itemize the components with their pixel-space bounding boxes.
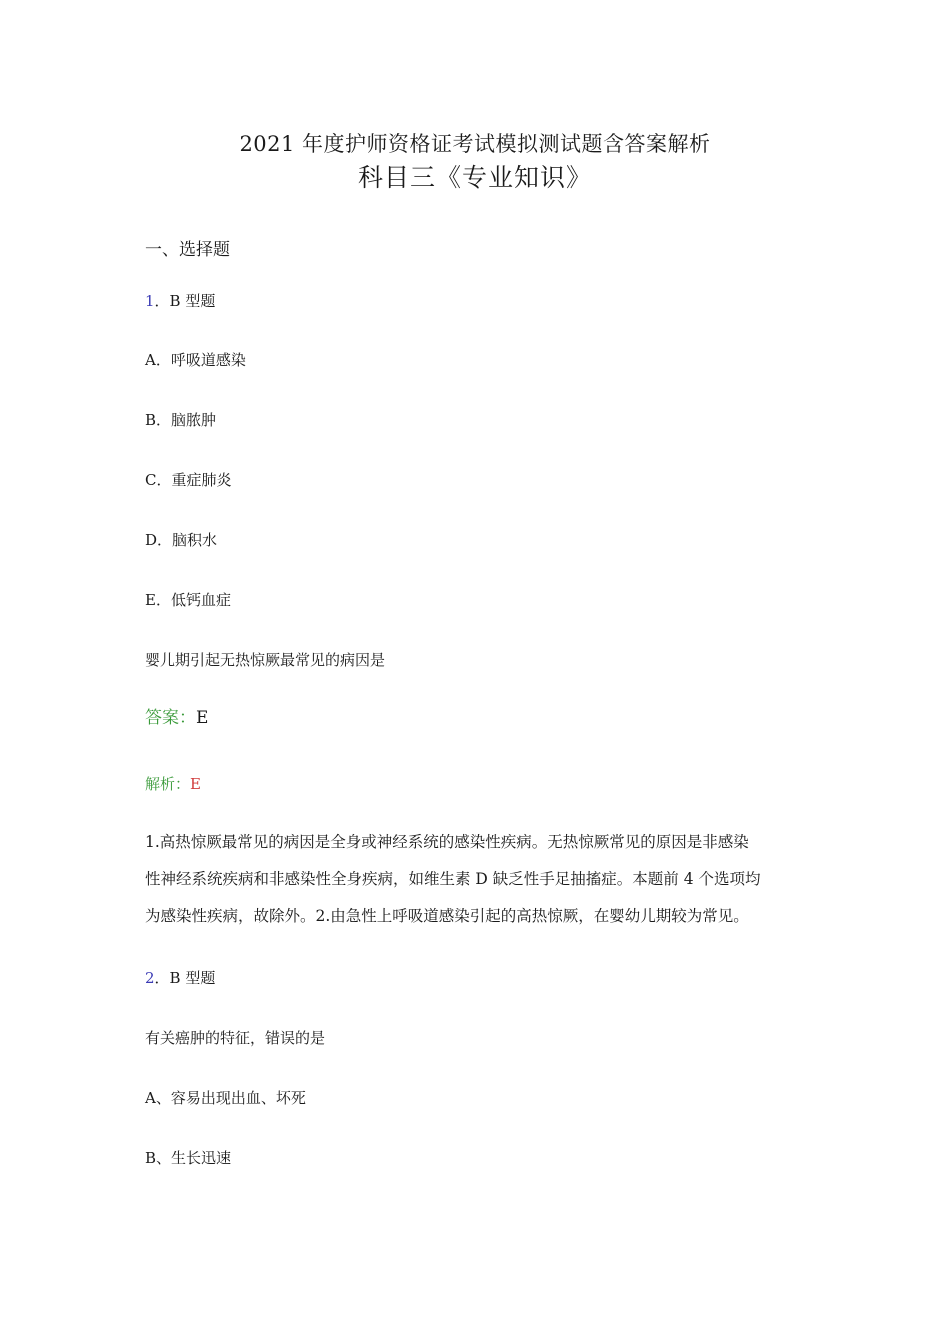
question-1-number: 1 [145, 292, 155, 310]
question-2-header [145, 968, 215, 988]
explanation-line-3: 为感染性疾病，故除外。2.由急性上呼吸道感染引起的高热惊厥，在婴幼儿期较为常见。 [145, 907, 749, 925]
question-1-header [145, 291, 215, 311]
title-line-1: 2021 年度护师资格证考试模拟测试题含答案解析 [239, 132, 711, 156]
q1-option-a: A．呼吸道感染 [145, 351, 246, 369]
q1-option-e: E．低钙血症 [145, 591, 231, 609]
answer-value: E [196, 708, 209, 728]
explanation-line-2: 性神经系统疾病和非感染性全身疾病，如维生素 D 缺乏性手足抽搐症。本题前 4 个选项均 [145, 870, 761, 888]
q1-stem: 婴儿期引起无热惊厥最常见的病因是 [145, 651, 386, 669]
analysis-value: E [190, 775, 201, 793]
section-heading: 一、选择题 [145, 240, 230, 260]
q1-explanation [145, 824, 805, 935]
q2-option-a: A、容易出现出血、坏死 [145, 1089, 306, 1107]
q1-analysis [145, 774, 201, 794]
question-2-type: ．B 型题 [154, 969, 216, 987]
question-1-type: ．B 型题 [154, 292, 216, 310]
analysis-label: 解析： [145, 775, 191, 793]
document-title [0, 128, 950, 196]
q2-stem: 有关癌肿的特征，错误的是 [145, 1029, 326, 1047]
q1-option-b: B．脑脓肿 [145, 411, 217, 429]
q1-answer [145, 708, 208, 728]
q2-option-b: B、生长迅速 [145, 1149, 232, 1167]
explanation-line-1: 1.高热惊厥最常见的病因是全身或神经系统的感染性疾病。无热惊厥常见的原因是非感染 [145, 833, 749, 851]
question-2-number: 2 [145, 969, 155, 987]
title-line-2: 科目三《专业知识》 [357, 163, 592, 192]
q1-option-d: D．脑积水 [145, 531, 218, 549]
answer-label: 答案： [145, 708, 196, 728]
q1-option-c: C．重症肺炎 [145, 471, 232, 489]
